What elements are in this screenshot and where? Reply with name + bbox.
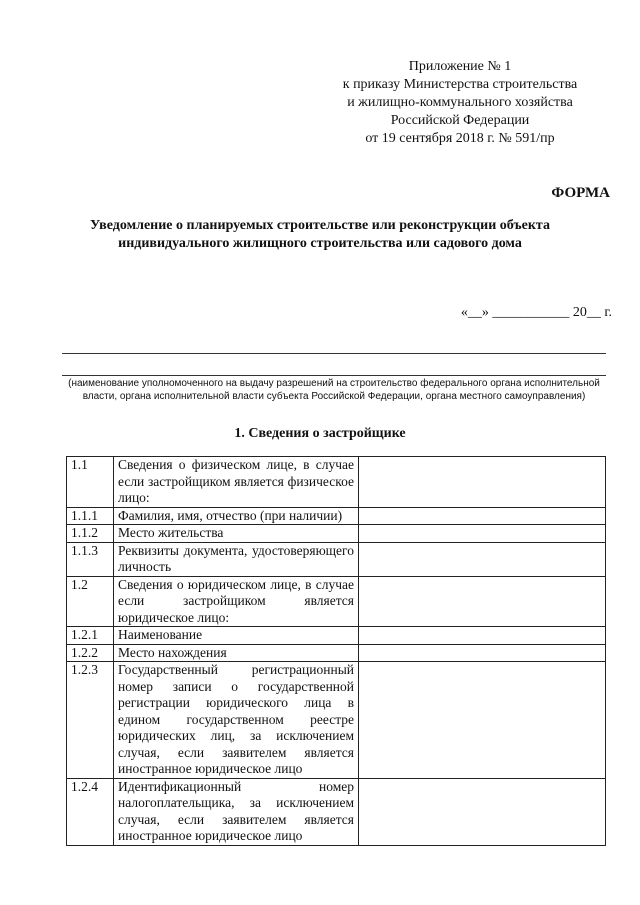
- row-value-cell[interactable]: [359, 525, 606, 543]
- row-label: Реквизиты документа, удостоверяющего личность: [114, 542, 359, 576]
- row-value-cell[interactable]: [359, 662, 606, 779]
- authority-line: [62, 375, 606, 376]
- row-value-cell[interactable]: [359, 644, 606, 662]
- date-field[interactable]: «__» ___________ 20__ г.: [460, 305, 612, 320]
- table-row: [67, 507, 606, 525]
- appendix-block: [310, 58, 610, 148]
- table-row: [67, 525, 606, 543]
- title-line: Уведомление о планируемых строительстве или реконструкции объекта: [90, 218, 550, 233]
- document-title: [40, 217, 600, 253]
- row-label: Место жительства: [114, 525, 359, 543]
- row-value-cell[interactable]: [359, 627, 606, 645]
- row-value-cell[interactable]: [359, 576, 606, 627]
- row-value-cell[interactable]: [359, 457, 606, 508]
- row-value-cell[interactable]: [359, 542, 606, 576]
- authority-line: [62, 353, 606, 354]
- section-title: 1. Сведения о застройщике: [234, 426, 406, 441]
- table-row: [67, 542, 606, 576]
- authority-caption: (наименование уполномоченного на выдачу разрешений на строительство федерального органа исполнительной власти, органа исполнительной власти субъекта Российской Федерации, органа местного самоуправления): [68, 378, 600, 402]
- appendix-line: и жилищно-коммунального хозяйства: [347, 95, 573, 110]
- appendix-line: Приложение № 1: [408, 59, 512, 74]
- appendix-line: от 19 сентября 2018 г. № 591/пр: [365, 131, 555, 146]
- row-label: Место нахождения: [114, 644, 359, 662]
- row-number: 1.1.1: [67, 507, 114, 525]
- row-number: 1.2.1: [67, 627, 114, 645]
- row-number: 1.2.3: [67, 662, 114, 779]
- developer-info-table: [66, 456, 606, 846]
- appendix-line: к приказу Министерства строительства: [342, 77, 578, 92]
- row-label: Идентификационный номер налогоплательщика, за исключением случая, если заявителем является иностранное юридическое лицо: [114, 778, 359, 845]
- row-number: 1.1.3: [67, 542, 114, 576]
- table-row: [67, 576, 606, 627]
- row-label: Сведения о физическом лице, в случае если застройщиком является физическое лицо:: [114, 457, 359, 508]
- row-number: 1.1.2: [67, 525, 114, 543]
- table-row: [67, 457, 606, 508]
- table-row: [67, 778, 606, 845]
- row-number: 1.1: [67, 457, 114, 508]
- title-line: индивидуального жилищного строительства или садового дома: [118, 236, 522, 251]
- table-row: [67, 627, 606, 645]
- appendix-line: Российской Федерации: [390, 113, 530, 128]
- row-number: 1.2.2: [67, 644, 114, 662]
- row-label: Государственный регистрационный номер записи о государственной регистрации юридического лица в едином государственном реестре юридических лиц, за исключением случая, если заявителем является иностранное юридическое лицо: [114, 662, 359, 779]
- row-value-cell[interactable]: [359, 778, 606, 845]
- row-number: 1.2: [67, 576, 114, 627]
- row-label: Фамилия, имя, отчество (при наличии): [114, 507, 359, 525]
- row-value-cell[interactable]: [359, 507, 606, 525]
- row-number: 1.2.4: [67, 778, 114, 845]
- form-label: ФОРМА: [551, 185, 610, 201]
- table-row: [67, 662, 606, 779]
- table-row: [67, 644, 606, 662]
- row-label: Наименование: [114, 627, 359, 645]
- row-label: Сведения о юридическом лице, в случае если застройщиком является юридическое лицо:: [114, 576, 359, 627]
